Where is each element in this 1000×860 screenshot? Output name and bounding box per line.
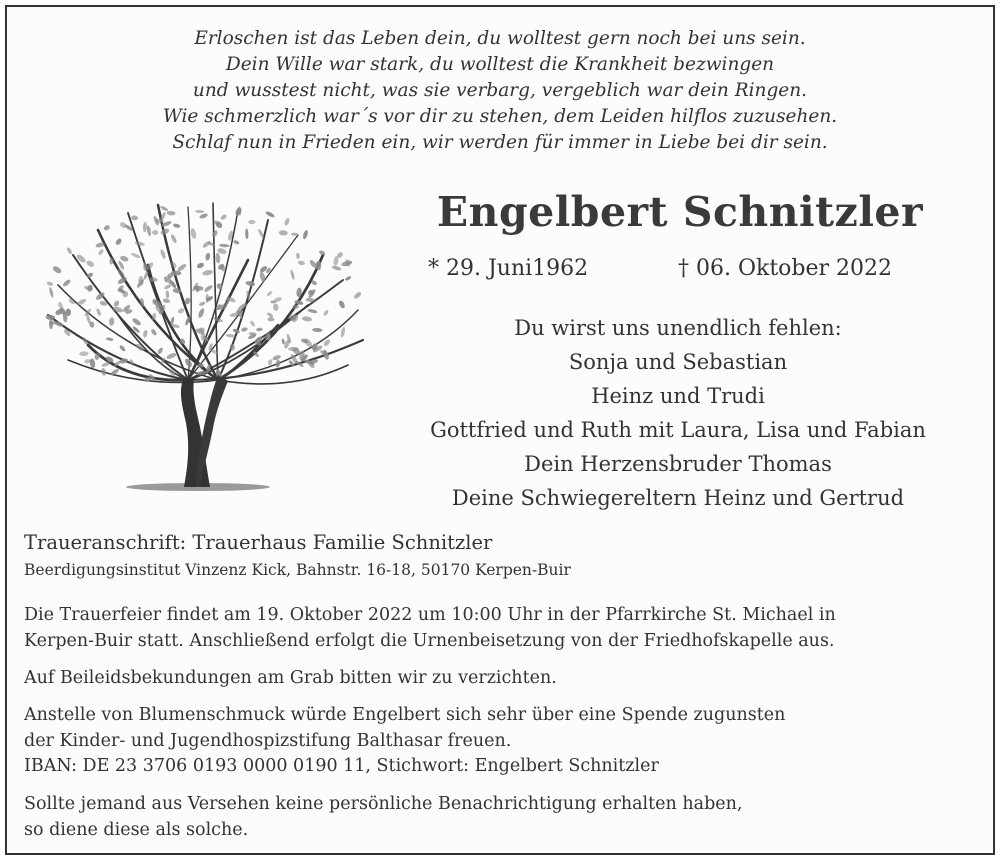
tree-leaf [312,328,323,333]
address-line: Beerdigungsinstitut Vinzenz Kick, Bahnstr. 16-18, 50170 Kerpen-Buir [24,561,571,579]
tree-leaf [112,306,124,314]
birth-date: * 29. Juni1962 [428,256,589,281]
tree-leaf [272,354,282,361]
tree-leaf [62,278,72,287]
tree-leaf [164,284,172,290]
tree-leaf [202,269,214,276]
tree-leaf [48,287,54,298]
tree-leaf [245,280,255,286]
tree-leaf [267,359,273,366]
address-title: Traueranschrift: Trauerhaus Familie Schnitzler [24,531,493,554]
paragraph-line: Sollte jemand aus Versehen keine persönliche Benachrichtigung erhalten haben, [24,794,743,814]
tree-leaf [97,248,104,256]
tree-leaf [275,359,280,367]
tree-illustration [28,195,373,500]
tree-leaf [134,241,145,247]
tree-leaf [113,300,121,308]
paragraph-line: der Kinder- und Jugendhospizstifung Balthasar freuen. [24,730,512,751]
tree-leaf [338,300,346,309]
tree-leaf [248,220,255,224]
tree-leaf [307,308,318,314]
tree-leaf [131,317,142,327]
notice-paragraph [24,792,742,843]
tree-leaf [146,225,152,236]
tree-leaf [131,215,138,220]
tree-leaf [198,301,206,307]
tree-leaf [220,214,228,221]
tree-leaf [219,244,230,248]
death-date: † 06. Oktober 2022 [678,256,893,281]
tree-leaf [109,317,115,326]
poem-line: Schlaf nun in Frieden ein, wir werden für immer in Liebe bei dir sein. [172,132,828,153]
tree-leaf [195,210,204,213]
tree-leaf [272,303,279,311]
tree-leaf [331,265,341,271]
deceased-name: Engelbert Schnitzler [436,188,924,236]
tree-leaf [162,298,170,304]
poem [0,26,1000,156]
tree-leaf [323,309,330,316]
tree-leaf [241,327,248,333]
tree-leaf [86,272,94,279]
poem-line: Wie schmerzlich war´s vor dir zu stehen, dem Leiden hilflos zuzusehen. [162,106,838,127]
tree-leaf [267,317,274,321]
mourner-line: Du wirst uns unendlich fehlen: [514,316,842,340]
tree-leaf [245,228,249,239]
tree-leaf [206,294,210,303]
tree-leaf [205,252,211,261]
tree-trunk-right [196,375,228,487]
tree-leaf [160,249,167,260]
tree-leaf [353,291,362,300]
tree-leaf [203,284,213,293]
tree-leaf [302,229,309,239]
tree-leaf [157,347,164,355]
tree-leaf [130,252,141,259]
tree-leaf [106,337,114,341]
tree-leaf [101,368,107,377]
tree-leaf [340,326,346,337]
tree-leaf [103,224,111,231]
mourner-line: Gottfried und Ruth mit Laura, Lisa und Fabian [430,418,926,442]
tree-leaf [160,205,169,212]
tree-leaf [170,234,178,244]
paragraph-line: Auf Beileidsbekundungen am Grab bitten wir zu verzichten. [24,668,557,688]
tree-leaf [66,247,73,255]
tree-leaf [190,228,197,240]
tree-leaf [281,338,285,344]
tree-leaf [46,281,53,286]
tree-leaf [266,290,273,296]
tree-leaves [45,205,362,383]
tree-leaf [120,255,130,262]
tree-leaf [87,284,94,292]
tree-leaf [297,260,305,266]
tree-leaf [211,229,219,237]
tree-leaf [152,230,158,235]
tree-leaf [166,352,178,361]
paragraph-line: Die Trauerfeier findet am 19. Oktober 2022 um 10:00 Uhr in der Pfarrkirche St. Michael in [24,605,836,625]
tree-leaf [79,351,89,356]
paragraph-line: Kerpen-Buir statt. Anschließend erfolgt die Urnenbeisetzung von der Friedhofskapelle aus. [24,630,835,651]
tree-leaf [150,328,158,336]
tree-leaf [283,217,290,226]
ceremony-paragraph [24,603,836,654]
tree-leaf [215,252,221,263]
tree-leaf [197,308,205,319]
tree-leaf [119,344,127,352]
tree-leaf [196,262,205,269]
tree-leaf [142,330,148,338]
tree-leaf [177,307,185,314]
tree-leaf [166,290,170,299]
tree-leaf [265,210,276,218]
condolences-paragraph [24,666,557,692]
paragraph-line: Anstelle von Blumenschmuck würde Engelbert sich sehr über eine Spende zugunsten [24,705,786,725]
poem-line: Dein Wille war stark, du wolltest die Krankheit bezwingen [225,54,775,75]
tree-leaf [279,230,288,236]
tree-leaf [76,298,87,307]
tree-leaf [344,275,351,281]
tree-leaf [115,237,123,245]
tree-leaf [256,328,263,332]
tree-leaf [291,233,298,236]
paragraph-line: so diene diese als solche. [24,819,249,840]
tree-leaf [85,259,95,268]
tree-leaf [233,239,240,245]
tree-leaf [52,265,63,275]
tree-leaf [296,253,300,260]
tree-leaf [96,308,102,317]
poem-line: und wusstest nicht, was sie verbarg, vergeblich war dein Ringen. [192,80,808,101]
tree-leaf [249,320,256,327]
tree-leaf [257,228,265,239]
mourner-line: Sonja und Sebastian [568,350,788,374]
mourner-line: Heinz und Trudi [591,384,765,408]
paragraph-line: IBAN: DE 23 3706 0193 0000 0190 11, Stichwort: Engelbert Schnitzler [24,756,659,776]
tree-leaf [316,261,322,271]
mourner-line: Deine Schwiegereltern Heinz und Gertrud [451,486,905,510]
tree-leaf [143,222,148,233]
tree-leaf [302,316,313,322]
mourners-list [378,311,978,515]
tree-leaf [89,358,96,368]
poem-line: Erloschen ist das Leben dein, du wolltest gern noch bei uns sein. [194,28,806,49]
mourner-line: Dein Herzensbruder Thomas [524,452,832,476]
donation-paragraph [24,703,785,780]
tree-leaf [290,269,296,280]
tree-leaf [167,211,176,216]
tree-leaf [199,213,208,220]
tree-leaf [259,271,267,283]
tree-leaf [173,223,181,228]
